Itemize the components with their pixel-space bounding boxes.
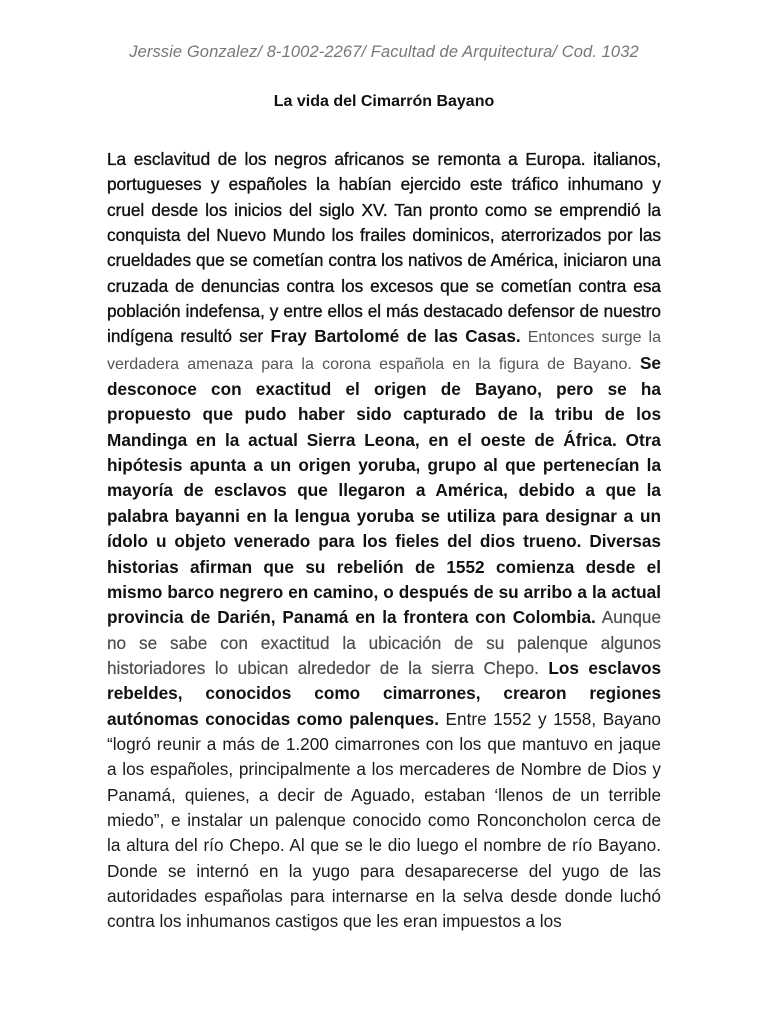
document-title: La vida del Cimarrón Bayano — [273, 93, 495, 110]
document-header: Jerssie Gonzalez/ 8-1002-2267/ Facultad de Arquitectura/ Cod. 1032 — [129, 43, 639, 61]
body-paragraph — [107, 147, 661, 947]
paragraph-segment-intro: La esclavitud de los negros africanos se remonta a Europa. italianos, portugueses y españoles la habían ejercido este tráfico inhumano y cruel desde los inicios del siglo XV. Tan pronto como se emprendió la conquista del Nuevo Mundo los frailes dominicos, aterrorizados por las crueldades que se cometían contra los nativos de América, iniciaron una cruzada de denuncias contra los excesos que se cometían contra esa población indefensa, y entre ellos el más destacado defensor de nuestro indígena resultó ser — [107, 149, 661, 347]
paragraph-segment-bayano-campaign: Entre 1552 y 1558, Bayano “logró reunir a más de 1.200 cimarrones con los que mantuvo en jaque a los españoles, principalmente a los mercaderes de Nombre de Dios y Panamá, quienes, a decir de Aguado, estaban ‘llenos de un terrible miedo”, e instalar un palenque conocido como Ronconcholon cerca de la altura del río Chepo. Al que se le dio luego el nombre de río Bayano. Donde se internó en la yugo para desaparecerse del yugo de las autoridades españolas para internarse en la selva desde donde luchó contra los inhumanos castigos que les eran impuestos a los — [107, 708, 661, 932]
paragraph-segment-palenque-location: Aunque no se sabe con exactitud la ubicación de su palenque algunos historiadores lo ubican alrededor de la sierra Chepo. — [107, 607, 661, 678]
paragraph-segment-threat: Entonces surge la verdadera amenaza para la corona española en la figura de Bayano. — [107, 329, 661, 373]
paragraph-segment-cimarrones: Los esclavos rebeldes, conocidos como cimarrones, crearon regiones autónomas conocidas como palenques. — [107, 657, 661, 729]
paragraph-segment-origin: Se desconoce con exactitud el origen de Bayano, pero se ha propuesto que pudo haber sido capturado de la tribu de los Mandinga en la actual Sierra Leona, en el oeste de África. Otra hipótesis apunta a un origen yoruba, grupo al que pertenecían la mayoría de esclavos que llegaron a América, debido a que la palabra bayanni en la lengua yoruba se utiliza para designar a un ídolo u objeto venerado para los fieles del dios trueno. Diversas historias afirman que su rebelión de 1552 comienza desde el mismo barco negrero en camino, o después de su arribo a la actual provincia de Darién, Panamá en la frontera con Colombia. — [107, 352, 661, 628]
paragraph-segment-bartolome: Fray Bartolomé de las Casas. — [263, 326, 521, 347]
